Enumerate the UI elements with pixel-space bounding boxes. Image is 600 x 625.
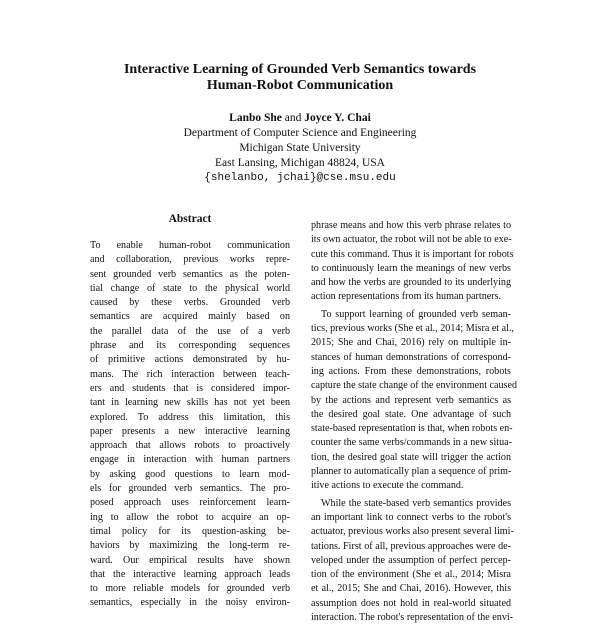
text-line: To support learning of grounded verb seman- [321,308,511,320]
title-line-1: Interactive Learning of Grounded Verb Semantics towards [123,62,477,77]
text-line: of primitive actions demonstrated by hu- [90,354,290,366]
text-line: ing to allow the robot to acquire an op- [90,511,290,523]
text-line: et al., 2015; She and Chai, 2016). However, this [311,583,511,595]
text-line: the desired goal state. One advantage of such [311,408,511,420]
text-line: state-based representation is that, when robots en- [311,423,513,435]
text-line: tics, previous works (She et al., 2014; Misra et al., [311,323,514,335]
affiliation-department: Department of Computer Science and Engineering [183,127,417,139]
text-line: tations. First of all, previous approaches were de- [311,540,511,552]
text-line: the parallel data of the use of a verb [90,325,290,337]
text-line: by the actions and represent verb semantics as [311,394,511,406]
text-line: While the state-based verb semantics provides [321,497,511,509]
text-line: ers and students that is considered impor- [90,382,290,394]
text-line: timal policy for its question-asking be- [90,525,290,537]
text-line: phrase and its corresponding sequences [90,340,290,352]
text-line: posed approach uses reinforcement learn- [90,497,290,509]
affiliation-city: East Lansing, Michigan 48824, USA [215,157,385,169]
text-line: stances of human demonstrations of correspond- [311,351,511,363]
body-paragraph-3 [311,497,514,625]
text-line: tion, the desired goal state will trigger the action [311,451,511,463]
abstract-heading: Abstract [168,213,212,225]
text-line: action representations from its human partners. [311,291,502,303]
text-line: that the interactive learning approach leads [90,568,290,580]
text-line: explored. To address this limitation, this [90,411,290,423]
text-line: ing actions. From these demonstrations, robots [311,365,511,377]
text-line: approach that allows robots to proactively [90,440,290,452]
text-line: mans. The rich interaction between teach- [90,368,290,380]
text-line: semantics are acquired mainly based on [90,311,290,323]
text-line: actuator, previous works also present several limi- [311,526,514,538]
author-1: Lanbo She [229,112,282,124]
text-line: veloped under the assumption of perfect percep- [311,554,511,566]
body-text-column [311,219,517,625]
text-line: and how the verbs are grounded to its underlying [311,277,511,289]
author-email: {shelanbo, jchai}@cse.msu.edu [204,172,396,184]
body-paragraph-1 [311,219,514,305]
text-line: interaction. The robot's representation of the envi- [311,612,514,624]
text-line: cute this command. Thus it is important for robots [311,248,514,260]
text-line: capture the state change of the environment caused [311,380,517,392]
text-line: haviors by maximizing the long-term re- [90,540,290,552]
text-line: assumption does not hold in real-world situated [311,597,511,609]
text-line: planner to automatically plan a sequence of prim- [311,466,512,478]
author-conjunction: and [284,112,302,124]
text-line: tant in learning new skills has not yet been [90,397,290,409]
author-2: Joyce Y. Chai [304,112,371,124]
text-line: itive actions to execute the command. [311,480,464,492]
text-line: counter the same verbs/commands in a new situa- [311,437,512,449]
text-line: To enable human-robot communication [90,240,290,251]
author-names [0,111,600,126]
text-line: paper presents a new interactive learning [90,425,290,437]
text-line: to continuously learn the meanings of new verbs [311,262,511,274]
paper-title [0,62,600,94]
author-block [0,111,600,186]
title-line-2: Human-Robot Communication [206,78,394,93]
text-line: semantics, especially in the noisy environ- [90,597,290,609]
text-line: tion of the environment (She et al., 2014; Misra [311,569,511,581]
text-line: 2015; She and Chai, 2016) rely on multiple in- [311,337,511,349]
text-line: caused by these verbs. Grounded verb [90,297,290,309]
text-line: tial change of state to the physical world [90,282,290,294]
text-line: an important link to connect verbs to the robot's [311,511,511,523]
text-line: ward. Our empirical results have shown [90,554,290,566]
text-line: sent grounded verb semantics as the poten- [90,268,290,280]
abstract-text [90,239,290,611]
text-line: els for grounded verb semantics. The pro- [90,483,290,495]
affiliation-university: Michigan State University [239,142,361,154]
text-line: engage in interaction with human partners [90,454,290,466]
text-line: phrase means and how this verb phrase relates to [311,220,511,231]
text-line: by asking good questions to learn mod- [90,468,290,480]
text-line: its own actuator, the robot will not be able to exe- [311,234,512,246]
text-line: to more reliable models for grounded verb [90,583,290,595]
text-line: and collaboration, previous works repre- [90,254,290,266]
body-paragraph-2 [311,308,517,494]
